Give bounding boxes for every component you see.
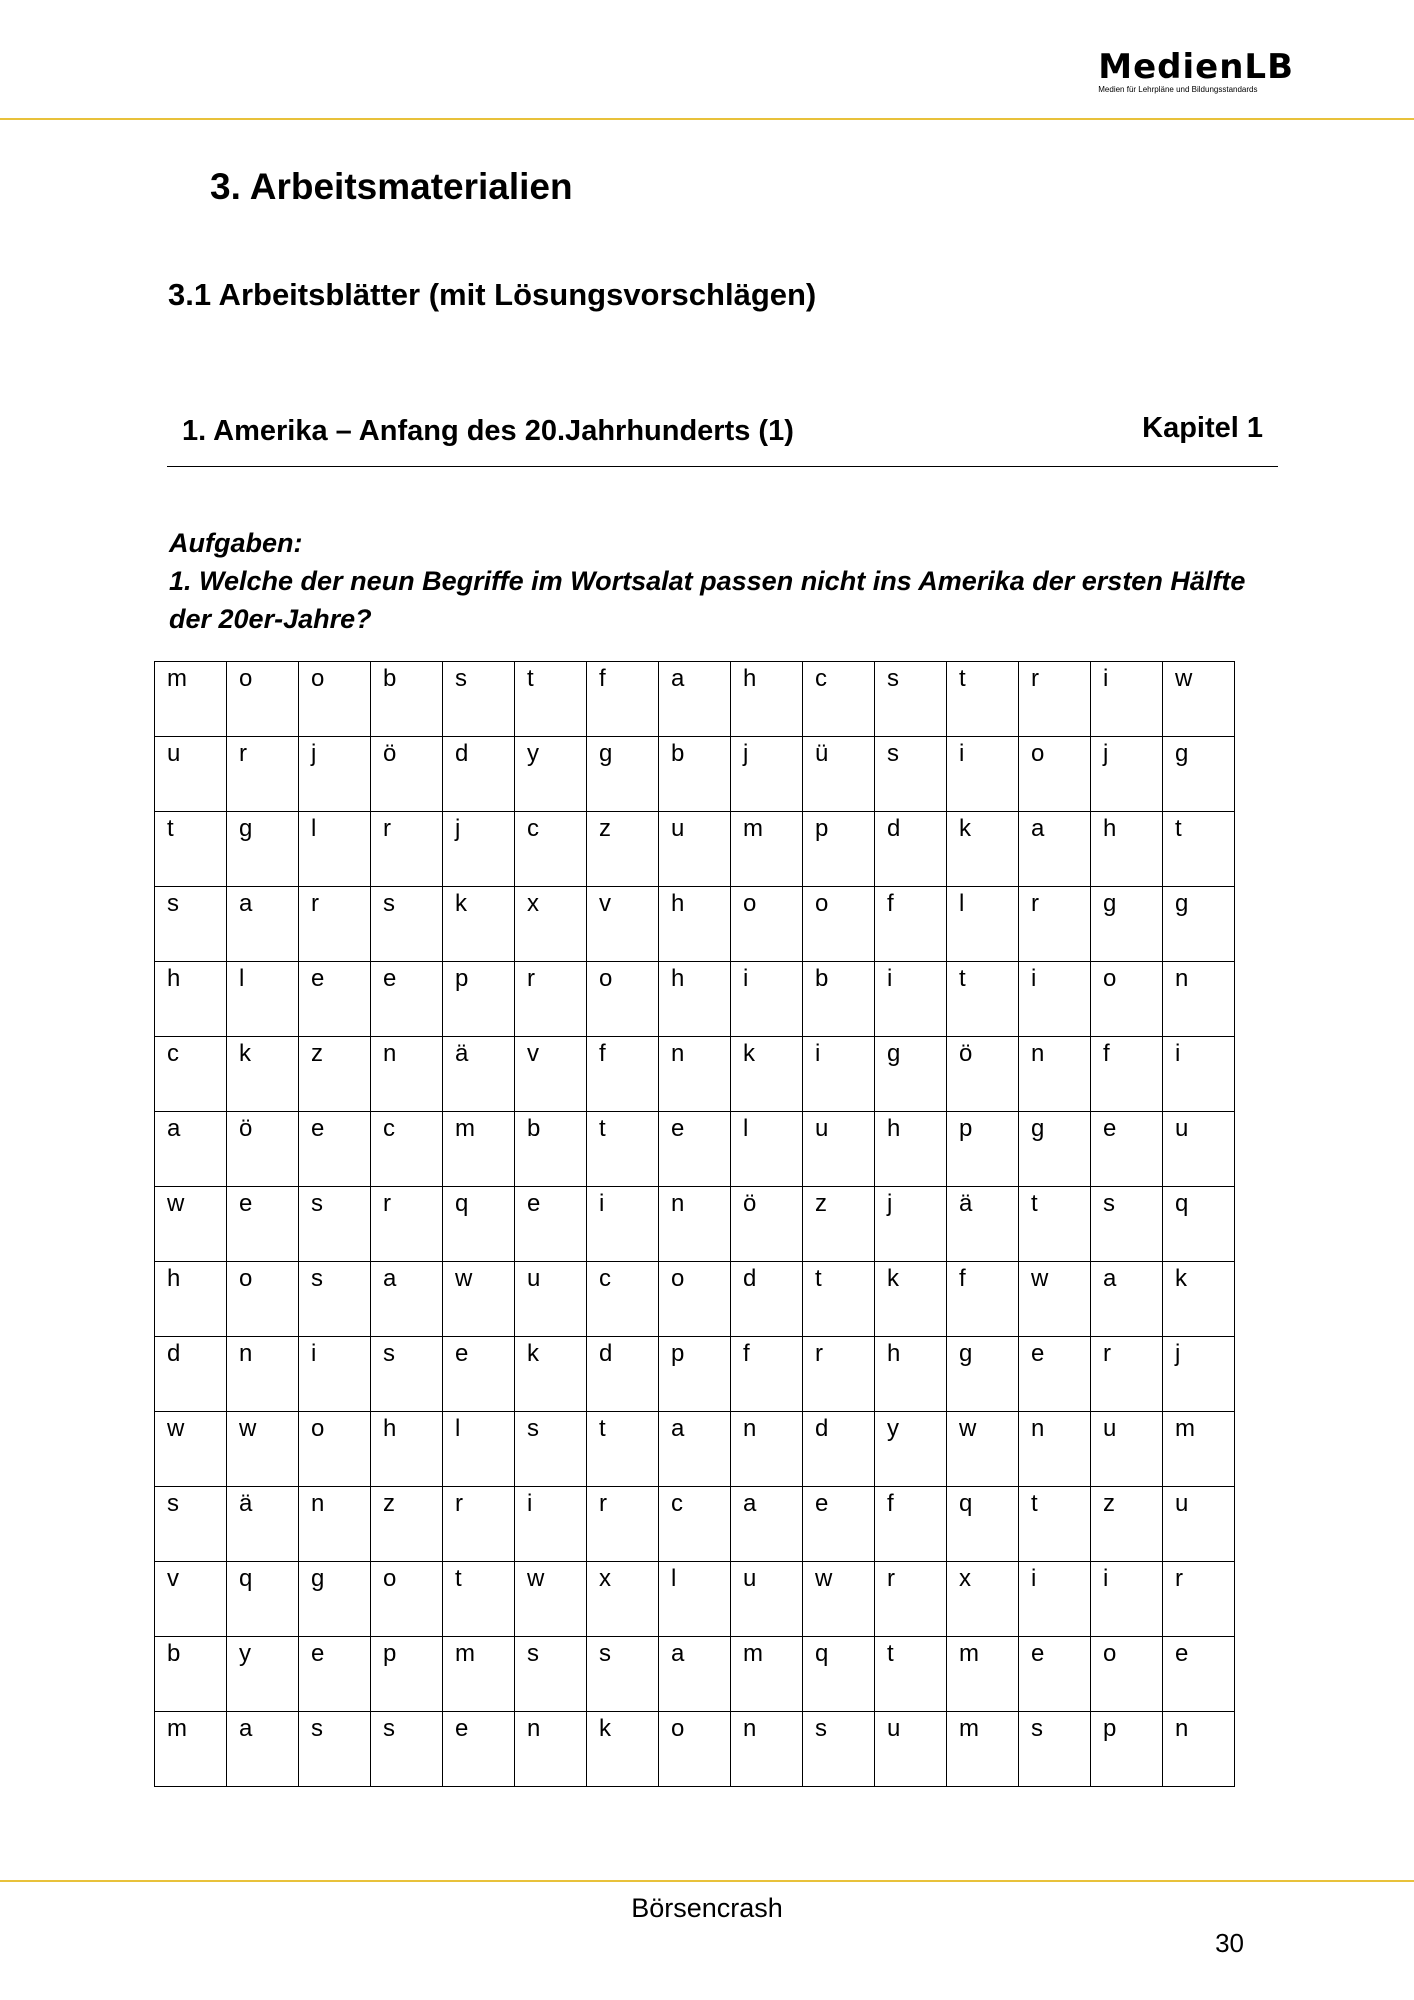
- grid-cell: s: [155, 887, 227, 962]
- grid-cell: f: [587, 1037, 659, 1112]
- grid-cell: l: [443, 1412, 515, 1487]
- grid-cell: n: [731, 1412, 803, 1487]
- grid-cell: r: [371, 1187, 443, 1262]
- grid-cell: e: [227, 1187, 299, 1262]
- grid-cell: d: [875, 812, 947, 887]
- grid-cell: g: [1091, 887, 1163, 962]
- tasks-label: Aufgaben:: [169, 528, 303, 558]
- grid-cell: s: [875, 662, 947, 737]
- grid-cell: r: [875, 1562, 947, 1637]
- grid-cell: h: [1091, 812, 1163, 887]
- page-subheading: 3.1 Arbeitsblätter (mit Lösungsvorschlägen): [168, 277, 817, 312]
- grid-cell: o: [1091, 1637, 1163, 1712]
- grid-cell: a: [1019, 812, 1091, 887]
- grid-cell: g: [947, 1337, 1019, 1412]
- grid-cell: e: [443, 1712, 515, 1787]
- task-1-text: 1. Welche der neun Begriffe im Wortsalat passen nicht ins Amerika der ersten Hälfte der 20er-Jahre?: [169, 566, 1246, 634]
- grid-cell: p: [947, 1112, 1019, 1187]
- grid-cell: h: [875, 1337, 947, 1412]
- grid-cell: v: [515, 1037, 587, 1112]
- grid-row: [155, 812, 1235, 887]
- grid-cell: y: [875, 1412, 947, 1487]
- grid-cell: w: [155, 1187, 227, 1262]
- grid-cell: t: [875, 1637, 947, 1712]
- grid-cell: g: [1163, 737, 1235, 812]
- grid-cell: ä: [443, 1037, 515, 1112]
- grid-cell: b: [371, 662, 443, 737]
- grid-cell: b: [515, 1112, 587, 1187]
- grid-cell: s: [803, 1712, 875, 1787]
- grid-cell: a: [227, 887, 299, 962]
- grid-cell: s: [515, 1412, 587, 1487]
- grid-cell: q: [1163, 1187, 1235, 1262]
- grid-cell: o: [371, 1562, 443, 1637]
- grid-cell: a: [731, 1487, 803, 1562]
- grid-cell: o: [227, 662, 299, 737]
- grid-cell: s: [1019, 1712, 1091, 1787]
- grid-cell: e: [1091, 1112, 1163, 1187]
- grid-cell: s: [875, 737, 947, 812]
- grid-row: [155, 1637, 1235, 1712]
- grid-cell: m: [947, 1637, 1019, 1712]
- grid-cell: m: [731, 812, 803, 887]
- medienlb-logo: [1098, 47, 1294, 95]
- grid-cell: t: [947, 962, 1019, 1037]
- grid-cell: p: [1091, 1712, 1163, 1787]
- grid-cell: x: [947, 1562, 1019, 1637]
- grid-cell: m: [947, 1712, 1019, 1787]
- grid-cell: q: [443, 1187, 515, 1262]
- grid-cell: s: [1091, 1187, 1163, 1262]
- grid-cell: r: [1019, 887, 1091, 962]
- logo-wordmark: MedienLB: [1098, 47, 1294, 87]
- page-number: 30: [1215, 1928, 1244, 1958]
- grid-cell: i: [1019, 1562, 1091, 1637]
- grid-cell: w: [155, 1412, 227, 1487]
- grid-cell: m: [443, 1637, 515, 1712]
- grid-cell: h: [371, 1412, 443, 1487]
- chapter-label: Kapitel 1: [1142, 412, 1263, 444]
- grid-cell: d: [155, 1337, 227, 1412]
- grid-cell: t: [587, 1112, 659, 1187]
- grid-cell: q: [803, 1637, 875, 1712]
- grid-cell: z: [1091, 1487, 1163, 1562]
- grid-cell: o: [1019, 737, 1091, 812]
- header-rule: [0, 118, 1414, 120]
- grid-cell: l: [227, 962, 299, 1037]
- grid-cell: n: [227, 1337, 299, 1412]
- grid-row: [155, 1337, 1235, 1412]
- word-search-grid: [154, 661, 1235, 1787]
- grid-cell: x: [587, 1562, 659, 1637]
- worksheet-title: 1. Amerika – Anfang des 20.Jahrhunderts (1): [182, 415, 794, 447]
- grid-cell: n: [1019, 1412, 1091, 1487]
- grid-cell: r: [587, 1487, 659, 1562]
- grid-cell: ö: [947, 1037, 1019, 1112]
- grid-row: [155, 662, 1235, 737]
- grid-cell: m: [155, 662, 227, 737]
- grid-cell: n: [371, 1037, 443, 1112]
- grid-cell: h: [875, 1112, 947, 1187]
- grid-cell: f: [587, 662, 659, 737]
- grid-row: [155, 1262, 1235, 1337]
- grid-cell: o: [587, 962, 659, 1037]
- grid-cell: g: [227, 812, 299, 887]
- grid-cell: i: [1019, 962, 1091, 1037]
- grid-cell: i: [731, 962, 803, 1037]
- grid-cell: k: [227, 1037, 299, 1112]
- grid-cell: w: [1163, 662, 1235, 737]
- grid-cell: y: [515, 737, 587, 812]
- grid-cell: t: [947, 662, 1019, 737]
- grid-cell: t: [515, 662, 587, 737]
- grid-row: [155, 1187, 1235, 1262]
- grid-cell: l: [947, 887, 1019, 962]
- grid-row: [155, 1037, 1235, 1112]
- grid-cell: z: [587, 812, 659, 887]
- grid-cell: r: [443, 1487, 515, 1562]
- grid-cell: c: [659, 1487, 731, 1562]
- grid-cell: l: [731, 1112, 803, 1187]
- grid-cell: i: [1163, 1037, 1235, 1112]
- grid-cell: c: [155, 1037, 227, 1112]
- grid-row: [155, 887, 1235, 962]
- grid-cell: e: [299, 1637, 371, 1712]
- grid-cell: m: [443, 1112, 515, 1187]
- grid-cell: o: [1091, 962, 1163, 1037]
- grid-cell: q: [227, 1562, 299, 1637]
- grid-cell: n: [731, 1712, 803, 1787]
- grid-cell: t: [443, 1562, 515, 1637]
- grid-cell: b: [659, 737, 731, 812]
- grid-cell: z: [803, 1187, 875, 1262]
- grid-cell: z: [371, 1487, 443, 1562]
- grid-cell: v: [155, 1562, 227, 1637]
- grid-cell: e: [299, 962, 371, 1037]
- grid-cell: a: [659, 1412, 731, 1487]
- grid-cell: x: [515, 887, 587, 962]
- grid-cell: h: [659, 887, 731, 962]
- grid-cell: s: [155, 1487, 227, 1562]
- grid-row: [155, 737, 1235, 812]
- grid-cell: o: [659, 1262, 731, 1337]
- grid-cell: h: [731, 662, 803, 737]
- grid-cell: a: [155, 1112, 227, 1187]
- tasks-block: [169, 524, 1279, 638]
- grid-cell: a: [371, 1262, 443, 1337]
- grid-cell: u: [875, 1712, 947, 1787]
- grid-cell: t: [1019, 1487, 1091, 1562]
- grid-cell: o: [299, 1412, 371, 1487]
- grid-cell: ö: [731, 1187, 803, 1262]
- grid-cell: s: [587, 1637, 659, 1712]
- grid-cell: e: [299, 1112, 371, 1187]
- grid-cell: i: [299, 1337, 371, 1412]
- grid-cell: t: [1019, 1187, 1091, 1262]
- grid-cell: d: [803, 1412, 875, 1487]
- grid-cell: n: [659, 1187, 731, 1262]
- grid-cell: a: [227, 1712, 299, 1787]
- grid-cell: g: [1019, 1112, 1091, 1187]
- grid-cell: ö: [227, 1112, 299, 1187]
- grid-cell: n: [1163, 1712, 1235, 1787]
- grid-cell: p: [659, 1337, 731, 1412]
- grid-cell: i: [1091, 1562, 1163, 1637]
- grid-cell: e: [443, 1337, 515, 1412]
- grid-cell: h: [659, 962, 731, 1037]
- grid-row: [155, 1487, 1235, 1562]
- grid-row: [155, 1112, 1235, 1187]
- footer-rule: [0, 1880, 1414, 1882]
- grid-cell: o: [227, 1262, 299, 1337]
- grid-cell: k: [443, 887, 515, 962]
- grid-cell: k: [947, 812, 1019, 887]
- grid-cell: n: [299, 1487, 371, 1562]
- grid-cell: n: [659, 1037, 731, 1112]
- grid-cell: d: [443, 737, 515, 812]
- grid-cell: m: [155, 1712, 227, 1787]
- grid-cell: i: [947, 737, 1019, 812]
- grid-cell: e: [515, 1187, 587, 1262]
- grid-row: [155, 1562, 1235, 1637]
- grid-cell: b: [155, 1637, 227, 1712]
- grid-cell: w: [443, 1262, 515, 1337]
- grid-cell: u: [1163, 1487, 1235, 1562]
- grid-cell: o: [803, 887, 875, 962]
- grid-cell: ü: [803, 737, 875, 812]
- grid-cell: o: [299, 662, 371, 737]
- grid-cell: n: [1019, 1037, 1091, 1112]
- grid-cell: s: [371, 1712, 443, 1787]
- grid-cell: j: [1163, 1337, 1235, 1412]
- grid-cell: s: [371, 887, 443, 962]
- grid-cell: g: [587, 737, 659, 812]
- grid-cell: u: [803, 1112, 875, 1187]
- title-rule: [167, 466, 1278, 467]
- grid-cell: b: [803, 962, 875, 1037]
- footer-title: Börsencrash: [631, 1893, 783, 1923]
- grid-cell: s: [299, 1712, 371, 1787]
- grid-cell: w: [947, 1412, 1019, 1487]
- grid-cell: d: [731, 1262, 803, 1337]
- grid-cell: e: [1163, 1637, 1235, 1712]
- grid-cell: u: [1091, 1412, 1163, 1487]
- grid-cell: j: [443, 812, 515, 887]
- grid-cell: e: [659, 1112, 731, 1187]
- grid-cell: r: [1091, 1337, 1163, 1412]
- grid-cell: c: [371, 1112, 443, 1187]
- grid-cell: y: [227, 1637, 299, 1712]
- grid-cell: r: [1163, 1562, 1235, 1637]
- grid-row: [155, 962, 1235, 1037]
- grid-cell: k: [587, 1712, 659, 1787]
- grid-cell: r: [1019, 662, 1091, 737]
- grid-cell: n: [1163, 962, 1235, 1037]
- grid-cell: a: [1091, 1262, 1163, 1337]
- grid-cell: r: [299, 887, 371, 962]
- grid-cell: d: [587, 1337, 659, 1412]
- grid-cell: k: [875, 1262, 947, 1337]
- grid-cell: w: [1019, 1262, 1091, 1337]
- grid-cell: m: [1163, 1412, 1235, 1487]
- grid-cell: k: [515, 1337, 587, 1412]
- grid-cell: t: [587, 1412, 659, 1487]
- grid-cell: k: [1163, 1262, 1235, 1337]
- grid-cell: g: [1163, 887, 1235, 962]
- grid-cell: n: [515, 1712, 587, 1787]
- grid-cell: i: [803, 1037, 875, 1112]
- grid-cell: g: [875, 1037, 947, 1112]
- grid-cell: c: [587, 1262, 659, 1337]
- grid-cell: t: [155, 812, 227, 887]
- grid-cell: u: [731, 1562, 803, 1637]
- grid-cell: s: [443, 662, 515, 737]
- grid-cell: q: [947, 1487, 1019, 1562]
- grid-cell: c: [515, 812, 587, 887]
- grid-cell: r: [803, 1337, 875, 1412]
- grid-cell: u: [155, 737, 227, 812]
- page-heading: 3. Arbeitsmaterialien: [210, 166, 573, 207]
- grid-cell: u: [515, 1262, 587, 1337]
- grid-cell: l: [659, 1562, 731, 1637]
- grid-cell: l: [299, 812, 371, 887]
- grid-cell: a: [659, 662, 731, 737]
- grid-cell: t: [803, 1262, 875, 1337]
- grid-row: [155, 1412, 1235, 1487]
- grid-cell: s: [299, 1187, 371, 1262]
- grid-cell: w: [515, 1562, 587, 1637]
- grid-cell: ä: [227, 1487, 299, 1562]
- grid-cell: p: [443, 962, 515, 1037]
- logo-tagline: Medien für Lehrpläne und Bildungsstandards: [1098, 85, 1258, 94]
- grid-cell: r: [515, 962, 587, 1037]
- grid-cell: p: [371, 1637, 443, 1712]
- grid-cell: o: [731, 887, 803, 962]
- grid-cell: k: [731, 1037, 803, 1112]
- grid-cell: p: [803, 812, 875, 887]
- grid-cell: m: [731, 1637, 803, 1712]
- grid-cell: f: [1091, 1037, 1163, 1112]
- grid-row: [155, 1712, 1235, 1787]
- grid-cell: u: [1163, 1112, 1235, 1187]
- grid-cell: j: [299, 737, 371, 812]
- grid-cell: e: [1019, 1337, 1091, 1412]
- grid-cell: z: [299, 1037, 371, 1112]
- grid-cell: f: [875, 1487, 947, 1562]
- grid-cell: c: [803, 662, 875, 737]
- grid-cell: i: [587, 1187, 659, 1262]
- grid-cell: i: [1091, 662, 1163, 737]
- grid-cell: e: [803, 1487, 875, 1562]
- grid-cell: j: [731, 737, 803, 812]
- grid-cell: i: [875, 962, 947, 1037]
- grid-cell: i: [515, 1487, 587, 1562]
- grid-cell: h: [155, 1262, 227, 1337]
- grid-cell: r: [371, 812, 443, 887]
- grid-cell: r: [227, 737, 299, 812]
- grid-cell: f: [731, 1337, 803, 1412]
- grid-cell: s: [299, 1262, 371, 1337]
- grid-cell: o: [659, 1712, 731, 1787]
- grid-cell: e: [371, 962, 443, 1037]
- grid-cell: g: [299, 1562, 371, 1637]
- grid-cell: j: [875, 1187, 947, 1262]
- grid-cell: a: [659, 1637, 731, 1712]
- grid-cell: f: [875, 887, 947, 962]
- grid-cell: e: [1019, 1637, 1091, 1712]
- grid-cell: w: [803, 1562, 875, 1637]
- grid-cell: h: [155, 962, 227, 1037]
- grid-cell: j: [1091, 737, 1163, 812]
- grid-cell: ä: [947, 1187, 1019, 1262]
- grid-cell: s: [371, 1337, 443, 1412]
- grid-cell: f: [947, 1262, 1019, 1337]
- grid-cell: s: [515, 1637, 587, 1712]
- grid-cell: u: [659, 812, 731, 887]
- grid-cell: t: [1163, 812, 1235, 887]
- grid-cell: ö: [371, 737, 443, 812]
- grid-cell: v: [587, 887, 659, 962]
- grid-cell: w: [227, 1412, 299, 1487]
